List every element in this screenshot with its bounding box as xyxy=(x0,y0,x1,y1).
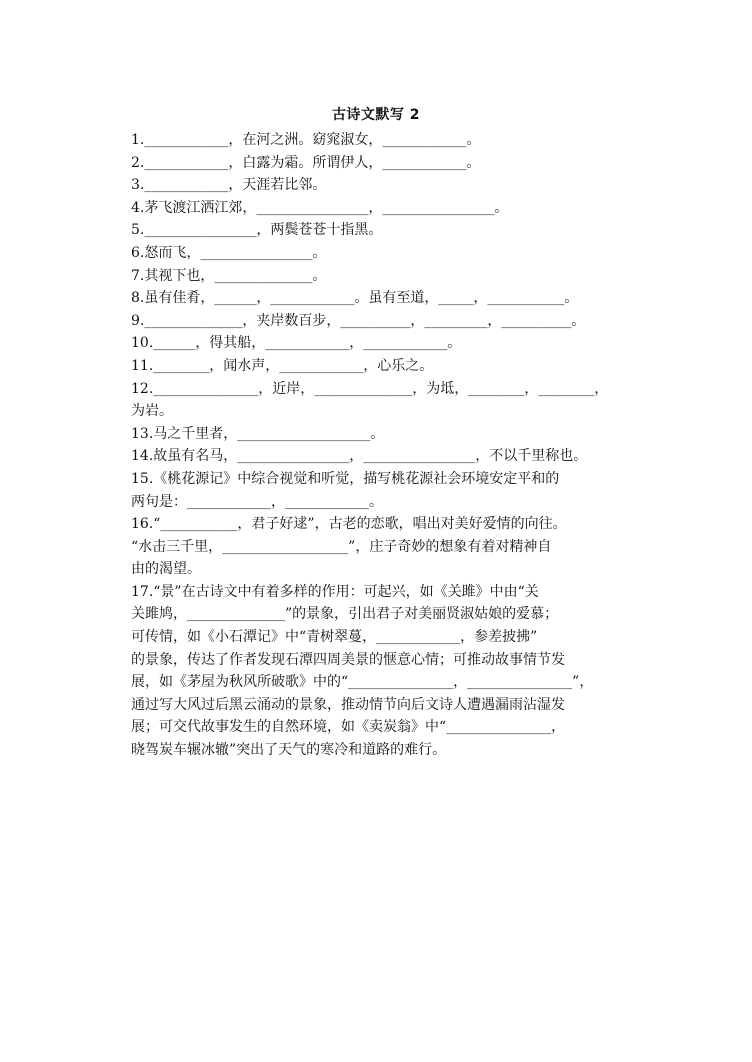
question-item xyxy=(131,468,628,513)
question-line: 通过写大风过后黑云涌动的景象，推动情节向后文诗人遭遇漏雨沾湿发 xyxy=(131,696,565,713)
page-title: 古诗文默写 2 xyxy=(331,107,421,123)
question-line: 11.________，闻水声，____________，心乐之。 xyxy=(131,357,434,374)
question-item xyxy=(131,219,628,242)
question-line: 14.故虽有名马，________________，________________，不以千里称也。 xyxy=(131,448,588,465)
question-line: 的景象，传达了作者发现石潭四周美景的惬意心情；可推动故事情节发 xyxy=(131,651,565,668)
question-line: 16.“___________，君子好逑”，古老的恋歌，唱出对美好爱情的向往。 xyxy=(131,516,567,533)
question-item xyxy=(131,287,628,310)
question-item xyxy=(131,581,628,762)
question-line: 由的渴望。 xyxy=(131,561,201,578)
question-line: 1.____________，在河之洲。窈窕淑女，____________。 xyxy=(131,132,481,148)
question-line: 4.茅飞渡江洒江郊，________________，________________。 xyxy=(131,199,509,216)
question-item xyxy=(131,129,628,152)
question-line: 5.________________，两鬓苍苍十指黑。 xyxy=(131,222,383,239)
question-item xyxy=(131,265,628,288)
question-line: 展；可交代故事发生的自然环境，如《卖炭翁》中“_______________， xyxy=(131,719,566,736)
question-line: 展，如《茅屋为秋风所破歌》中的“_______________，_______________”， xyxy=(131,674,594,691)
question-item xyxy=(131,445,628,468)
question-line: 9.______________，夹岸数百步，__________，_________，__________。 xyxy=(131,312,586,329)
question-line: 两句是：____________，____________。 xyxy=(131,493,383,510)
question-item xyxy=(131,197,628,220)
question-item xyxy=(131,310,628,333)
question-line: 13.马之千里者，___________________。 xyxy=(131,425,385,442)
question-line: 3.____________，天涯若比邻。 xyxy=(131,177,327,194)
question-item xyxy=(131,513,628,581)
question-line: 可传情，如《小石潭记》中“青树翠蔓，____________，参差披拂” xyxy=(131,629,538,646)
question-item xyxy=(131,152,628,175)
question-item xyxy=(131,242,628,265)
question-line: 关雎鸠，______________”的景象，引出君子对美丽贤淑姑娘的爱慕； xyxy=(131,606,559,623)
question-line: 6.怒而飞，________________。 xyxy=(131,244,327,261)
question-line: 12._______________，近岸，______________，为坻，________，________， xyxy=(131,380,609,397)
question-item xyxy=(131,423,628,446)
question-line: 为岩。 xyxy=(131,403,173,420)
question-item xyxy=(131,355,628,378)
question-item xyxy=(131,332,628,355)
question-item xyxy=(131,174,628,197)
question-line: 2.____________，白露为霜。所谓伊人，____________。 xyxy=(131,154,481,171)
question-line: 10.______，得其船，____________，____________。 xyxy=(131,335,462,352)
question-item xyxy=(131,378,628,423)
question-list xyxy=(131,129,628,762)
question-line: “水击三千里，__________________”，庄子奇妙的想象有着对精神自 xyxy=(131,538,552,555)
question-line: 晓驾炭车辗冰辙”突出了天气的寒冷和道路的难行。 xyxy=(131,742,447,759)
question-line: 8.虽有佳肴，______，____________。虽有至道，_____，___________。 xyxy=(131,290,579,307)
question-line: 15.《桃花源记》中综合视觉和听觉，描写桃花源社会环境安定平和的 xyxy=(131,470,560,487)
question-line: 17.“景”在古诗文中有着多样的作用：可起兴，如《关雎》中由“关 xyxy=(131,583,539,600)
question-line: 7.其视下也，______________。 xyxy=(131,267,327,284)
